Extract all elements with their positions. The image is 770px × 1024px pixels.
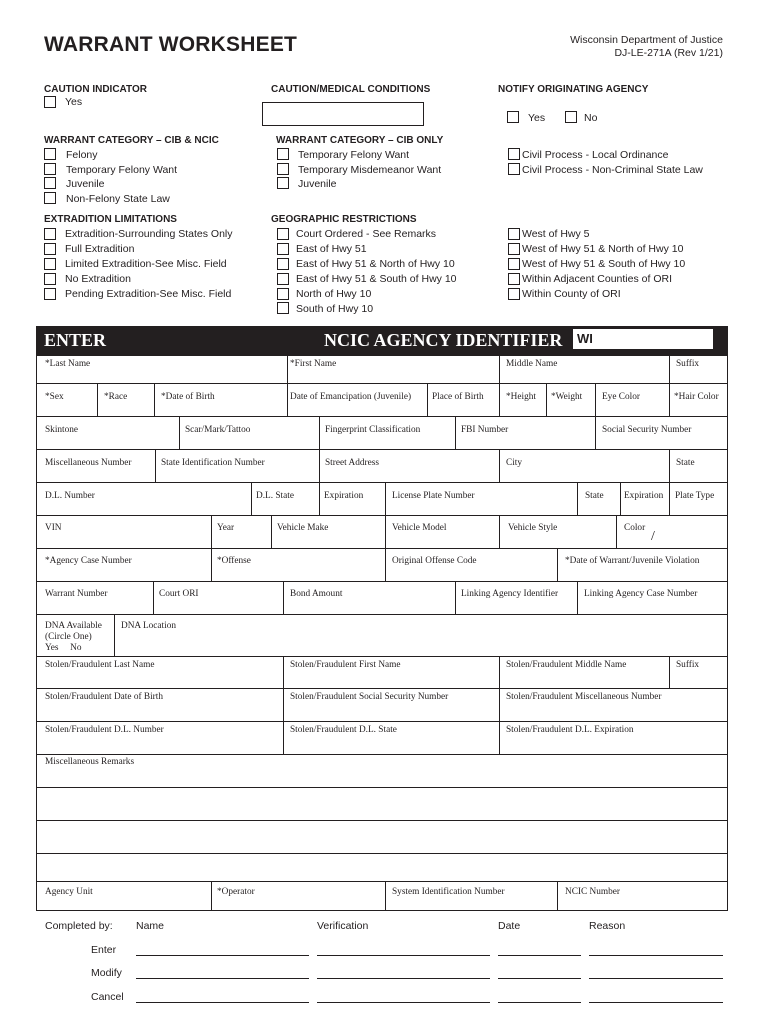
notify-yes-label: Yes xyxy=(528,112,546,124)
geo-east-north-checkbox[interactable] xyxy=(277,258,289,270)
category-felony-label: Felony xyxy=(66,149,98,161)
notify-agency-heading: NOTIFY ORIGINATING AGENCY xyxy=(498,84,649,95)
geographic-heading: GEOGRAPHIC RESTRICTIONS xyxy=(271,214,417,225)
category-nonfelony-label: Non-Felony State Law xyxy=(66,193,170,205)
ssn-field[interactable]: Social Security Number xyxy=(602,425,692,435)
completed-by-label: Completed by: xyxy=(45,920,113,932)
enter-reason-line[interactable] xyxy=(589,955,723,956)
hair-color-field[interactable]: *Hair Color xyxy=(674,392,719,402)
extradition-limited-label: Limited Extradition-See Misc. Field xyxy=(65,258,227,270)
skintone-field[interactable]: Skintone xyxy=(45,425,79,435)
sf-middle-name-field[interactable]: Stolen/Fraudulent Middle Name xyxy=(506,660,627,670)
sf-misc-number-field[interactable]: Stolen/Fraudulent Miscellaneous Number xyxy=(506,692,662,702)
geo-east-south-label: East of Hwy 51 & South of Hwy 10 xyxy=(296,273,457,285)
cancel-verification-line[interactable] xyxy=(317,1002,490,1003)
vehicle-make-field[interactable]: Vehicle Make xyxy=(277,523,329,533)
geo-west-5-checkbox[interactable] xyxy=(508,228,520,240)
agency-case-number-field[interactable]: *Agency Case Number xyxy=(45,556,132,566)
verification-column-header: Verification xyxy=(317,920,369,932)
sf-dl-number-field[interactable]: Stolen/Fraudulent D.L. Number xyxy=(45,725,164,735)
ncic-number-field[interactable]: NCIC Number xyxy=(565,887,621,897)
fingerprint-field[interactable]: Fingerprint Classification xyxy=(325,425,421,435)
agency-name: Wisconsin Department of Justice xyxy=(570,34,723,46)
modify-verification-line[interactable] xyxy=(317,978,490,979)
category-felony-checkbox[interactable] xyxy=(44,148,56,160)
warrant-number-field[interactable]: Warrant Number xyxy=(45,589,108,599)
vehicle-color-field[interactable]: Color xyxy=(624,523,646,533)
form-number: DJ-LE-271A (Rev 1/21) xyxy=(614,47,723,59)
form-title: WARRANT WORKSHEET xyxy=(44,33,298,56)
cib-temp-misdemeanor-checkbox[interactable] xyxy=(277,163,289,175)
cancel-date-line[interactable] xyxy=(498,1002,581,1003)
city-field[interactable]: City xyxy=(506,458,523,468)
plate-state-field[interactable]: State xyxy=(585,491,604,501)
caution-indicator-heading: CAUTION INDICATOR xyxy=(44,84,147,95)
category-juvenile-checkbox[interactable] xyxy=(44,177,56,189)
geo-south-10-label: South of Hwy 10 xyxy=(296,303,374,315)
sex-field[interactable]: *Sex xyxy=(45,392,64,402)
vehicle-model-field[interactable]: Vehicle Model xyxy=(392,523,447,533)
middle-name-field[interactable]: Middle Name xyxy=(506,359,558,369)
linking-agency-case-field[interactable]: Linking Agency Case Number xyxy=(584,589,698,599)
category-temp-felony-checkbox[interactable] xyxy=(44,163,56,175)
operator-field[interactable]: *Operator xyxy=(217,887,255,897)
warrant-date-field[interactable]: *Date of Warrant/Juvenile Violation xyxy=(565,556,700,566)
civil-local-checkbox[interactable] xyxy=(508,148,520,160)
street-address-field[interactable]: Street Address xyxy=(325,458,379,468)
cib-temp-felony-label: Temporary Felony Want xyxy=(298,149,410,161)
geo-east-51-label: East of Hwy 51 xyxy=(296,243,367,255)
category-cib-ncic-heading: WARRANT CATEGORY – CIB & NCIC xyxy=(44,135,219,146)
bond-amount-field[interactable]: Bond Amount xyxy=(290,589,343,599)
civil-state-label: Civil Process - Non-Criminal State Law xyxy=(522,164,703,176)
race-field[interactable]: *Race xyxy=(104,392,128,402)
enter-date-line[interactable] xyxy=(498,955,581,956)
cib-juvenile-checkbox[interactable] xyxy=(277,177,289,189)
dna-location-field[interactable]: DNA Location xyxy=(121,621,176,631)
geo-east-south-checkbox[interactable] xyxy=(277,273,289,285)
sf-last-name-field[interactable]: Stolen/Fraudulent Last Name xyxy=(45,660,155,670)
geo-north-10-checkbox[interactable] xyxy=(277,288,289,300)
enter-name-line[interactable] xyxy=(136,955,309,956)
ncic-agency-identifier-input[interactable] xyxy=(572,328,714,350)
agency-block xyxy=(570,34,723,60)
plate-number-field[interactable]: License Plate Number xyxy=(392,491,475,501)
enter-verification-line[interactable] xyxy=(317,955,490,956)
court-ori-field[interactable]: Court ORI xyxy=(159,589,199,599)
state-id-field[interactable]: State Identification Number xyxy=(161,458,265,468)
extradition-full-label: Full Extradition xyxy=(65,243,135,255)
modify-reason-line[interactable] xyxy=(589,978,723,979)
extradition-surrounding-label: Extradition-Surrounding States Only xyxy=(65,228,233,240)
sf-first-name-field[interactable]: Stolen/Fraudulent First Name xyxy=(290,660,401,670)
extradition-full-checkbox[interactable] xyxy=(44,243,56,255)
place-of-birth-field[interactable]: Place of Birth xyxy=(432,392,484,402)
extradition-surrounding-checkbox[interactable] xyxy=(44,228,56,240)
eye-color-field[interactable]: Eye Color xyxy=(602,392,640,402)
modify-row-label: Modify xyxy=(91,967,122,979)
warrant-entry-grid xyxy=(36,355,728,911)
ncic-agency-identifier-value: WI xyxy=(577,331,593,346)
extradition-pending-label: Pending Extradition-See Misc. Field xyxy=(65,288,232,300)
category-temp-felony-label: Temporary Felony Want xyxy=(66,164,178,176)
notify-no-label: No xyxy=(584,112,598,124)
state-field[interactable]: State xyxy=(676,458,695,468)
notify-no-checkbox[interactable] xyxy=(565,111,577,123)
scar-mark-tattoo-field[interactable]: Scar/Mark/Tattoo xyxy=(185,425,251,435)
suffix-field[interactable]: Suffix xyxy=(676,359,700,369)
offense-field[interactable]: *Offense xyxy=(217,556,251,566)
extradition-limited-checkbox[interactable] xyxy=(44,258,56,270)
plate-type-field[interactable]: Plate Type xyxy=(675,491,715,501)
sf-ssn-field[interactable]: Stolen/Fraudulent Social Security Number xyxy=(290,692,449,702)
category-nonfelony-checkbox[interactable] xyxy=(44,192,56,204)
sf-suffix-field[interactable]: Suffix xyxy=(676,660,700,670)
cancel-reason-line[interactable] xyxy=(589,1002,723,1003)
modify-date-line[interactable] xyxy=(498,978,581,979)
system-id-field[interactable]: System Identification Number xyxy=(392,887,505,897)
dna-circle-one-label: (Circle One) xyxy=(45,632,92,642)
vehicle-style-field[interactable]: Vehicle Style xyxy=(508,523,558,533)
original-offense-code-field[interactable]: Original Offense Code xyxy=(392,556,477,566)
enter-label: ENTER xyxy=(44,330,107,350)
cancel-row-label: Cancel xyxy=(91,991,124,1003)
geo-adjacent-label: Within Adjacent Counties of ORI xyxy=(522,273,672,285)
dna-yes-no-choice[interactable]: Yes No xyxy=(45,643,82,653)
emancipation-field[interactable]: Date of Emancipation (Juvenile) xyxy=(290,392,412,402)
civil-local-label: Civil Process - Local Ordinance xyxy=(522,149,669,161)
agency-unit-field[interactable]: Agency Unit xyxy=(45,887,93,897)
geo-west-5-label: West of Hwy 5 xyxy=(522,228,590,240)
extradition-none-checkbox[interactable] xyxy=(44,273,56,285)
weight-field[interactable]: *Weight xyxy=(551,392,583,402)
caution-medical-input[interactable] xyxy=(262,102,424,126)
geo-south-10-checkbox[interactable] xyxy=(277,302,289,314)
height-field[interactable]: *Height xyxy=(506,392,536,402)
vehicle-year-field[interactable]: Year xyxy=(217,523,235,533)
dl-state-field[interactable]: D.L. State xyxy=(256,491,294,501)
geo-west-south-checkbox[interactable] xyxy=(508,258,520,270)
plate-expiration-field[interactable]: Expiration xyxy=(624,491,664,501)
dl-expiration-field[interactable]: Expiration xyxy=(324,491,364,501)
cib-temp-felony-checkbox[interactable] xyxy=(277,148,289,160)
cancel-name-line[interactable] xyxy=(136,1002,309,1003)
geo-west-north-checkbox[interactable] xyxy=(508,243,520,255)
caution-yes-label: Yes xyxy=(65,96,83,108)
sf-dob-field[interactable]: Stolen/Fraudulent Date of Birth xyxy=(45,692,163,702)
geo-within-county-label: Within County of ORI xyxy=(522,288,621,300)
geo-within-county-checkbox[interactable] xyxy=(508,288,520,300)
cib-temp-misdemeanor-label: Temporary Misdemeanor Want xyxy=(298,164,442,176)
linking-agency-id-field[interactable]: Linking Agency Identifier xyxy=(461,589,559,599)
date-column-header: Date xyxy=(498,920,521,932)
geo-north-10-label: North of Hwy 10 xyxy=(296,288,372,300)
name-column-header: Name xyxy=(136,920,165,932)
misc-remarks-field[interactable]: Miscellaneous Remarks xyxy=(45,757,135,767)
category-cib-only-heading: WARRANT CATEGORY – CIB ONLY xyxy=(276,135,444,146)
geo-court-ordered-checkbox[interactable] xyxy=(277,228,289,240)
first-name-field[interactable]: *First Name xyxy=(290,359,337,369)
geo-west-south-label: West of Hwy 51 & South of Hwy 10 xyxy=(522,258,686,270)
last-name-field[interactable]: *Last Name xyxy=(45,359,91,369)
enter-row-label: Enter xyxy=(91,944,117,956)
sf-dl-state-field[interactable]: Stolen/Fraudulent D.L. State xyxy=(290,725,397,735)
extradition-none-label: No Extradition xyxy=(65,273,131,285)
geo-court-ordered-label: Court Ordered - See Remarks xyxy=(296,228,437,240)
extradition-pending-checkbox[interactable] xyxy=(44,288,56,300)
sf-dl-expiration-field[interactable]: Stolen/Fraudulent D.L. Expiration xyxy=(506,725,634,735)
color-slash: / xyxy=(651,529,655,544)
geo-adjacent-checkbox[interactable] xyxy=(508,273,520,285)
vin-field[interactable]: VIN xyxy=(45,523,62,533)
cib-juvenile-label: Juvenile xyxy=(298,178,337,190)
geo-east-51-checkbox[interactable] xyxy=(277,243,289,255)
fbi-number-field[interactable]: FBI Number xyxy=(461,425,509,435)
geo-east-north-label: East of Hwy 51 & North of Hwy 10 xyxy=(296,258,455,270)
civil-state-checkbox[interactable] xyxy=(508,163,520,175)
dna-available-label: DNA Available xyxy=(45,621,102,631)
misc-number-field[interactable]: Miscellaneous Number xyxy=(45,458,132,468)
extradition-heading: EXTRADITION LIMITATIONS xyxy=(44,214,177,225)
caution-medical-heading: CAUTION/MEDICAL CONDITIONS xyxy=(271,84,431,95)
notify-yes-checkbox[interactable] xyxy=(507,111,519,123)
category-juvenile-label: Juvenile xyxy=(66,178,105,190)
modify-name-line[interactable] xyxy=(136,978,309,979)
ncic-agency-identifier-label: NCIC AGENCY IDENTIFIER xyxy=(324,330,563,350)
reason-column-header: Reason xyxy=(589,920,626,932)
caution-yes-checkbox[interactable] xyxy=(44,96,56,108)
dob-field[interactable]: *Date of Birth xyxy=(161,392,215,402)
geo-west-north-label: West of Hwy 51 & North of Hwy 10 xyxy=(522,243,684,255)
dl-number-field[interactable]: D.L. Number xyxy=(45,491,95,501)
